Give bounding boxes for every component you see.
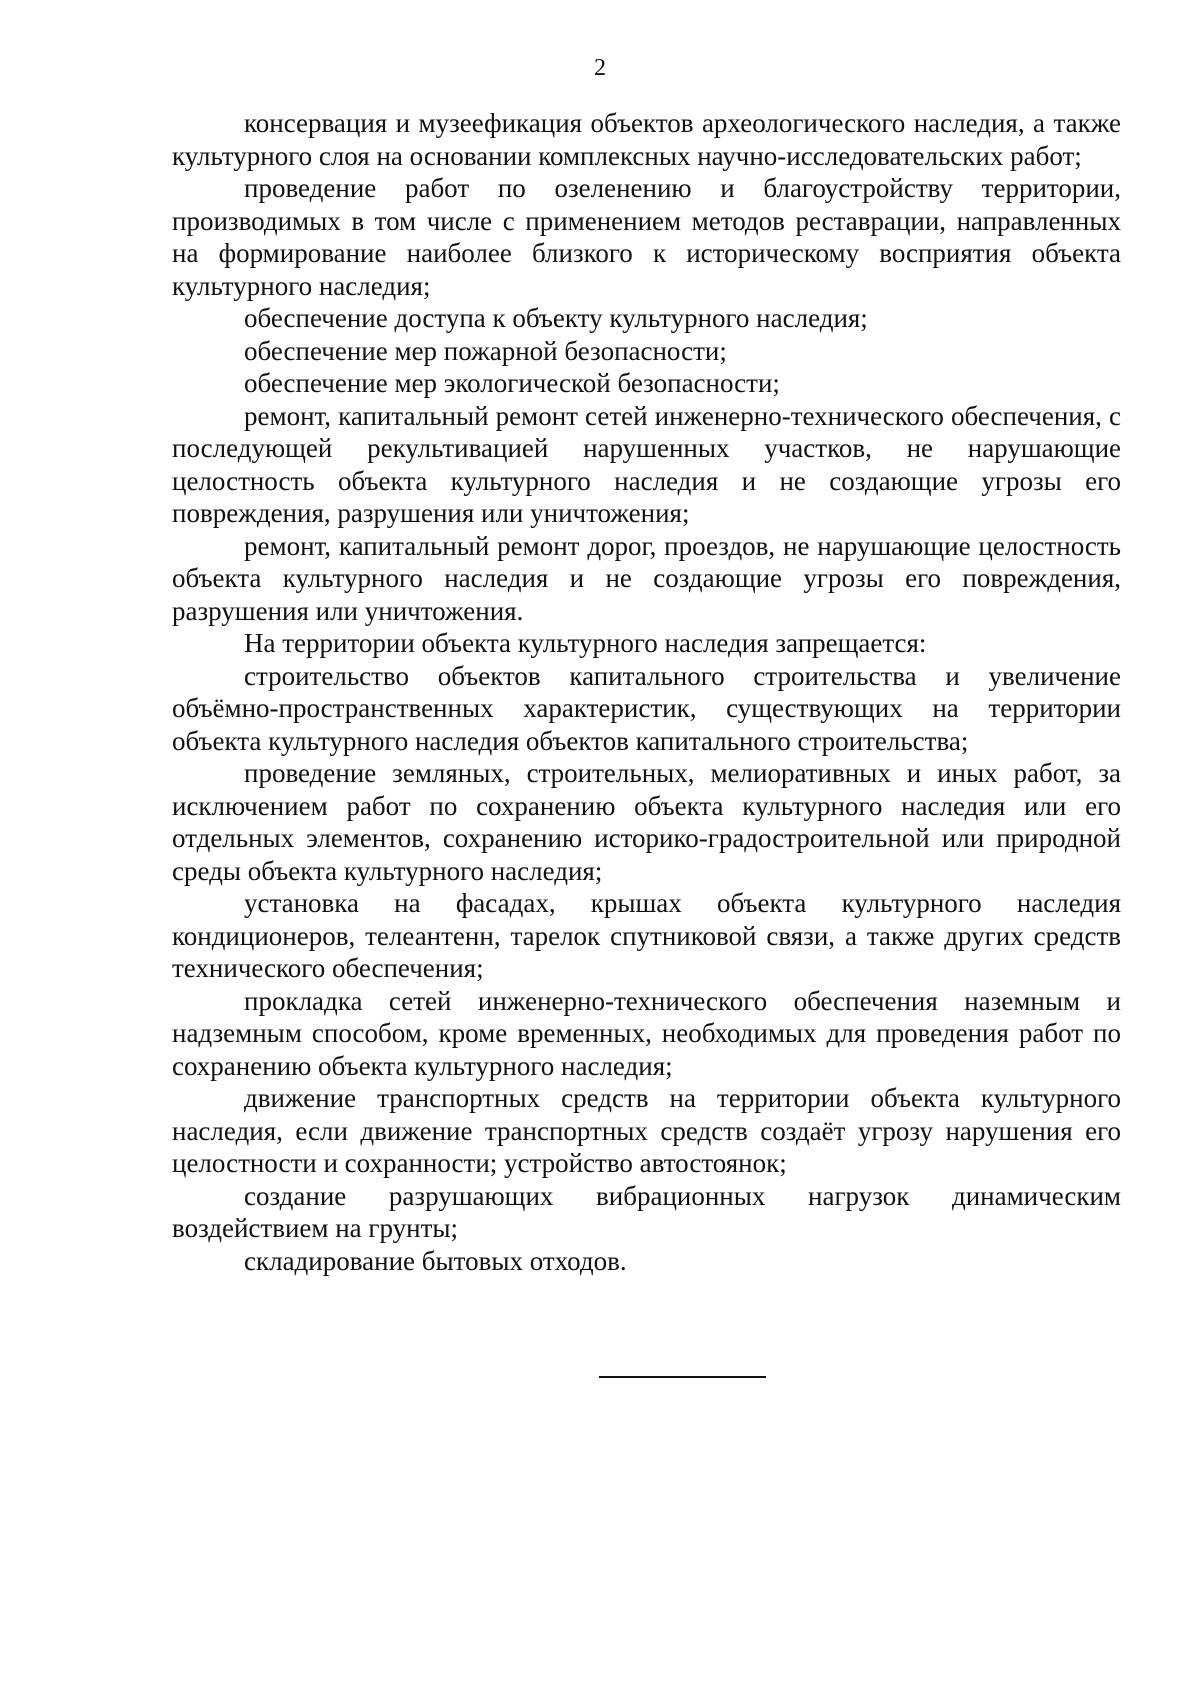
paragraph-fire-safety: обеспечение мер пожарной безопасности; [244,335,727,366]
body-text [172,107,1121,1277]
paragraph-facade-equipment: установка на фасадах, крышах объекта культурного наследия кондиционеров, телеантенн, тарелок спутниковой связи, а также других средств технического обеспечения; [172,888,1121,983]
paragraph-conservation: консервация и музеефикация объектов археологического наследия, а также культурного слоя на основании комплексных научно-исследовательских работ; [172,108,1121,171]
paragraph-ecological-safety: обеспечение мер экологической безопасности; [244,368,780,398]
paragraph-earthworks: проведение земляных, строительных, мелиоративных и иных работ, за исключением работ по сохранению объекта культурного наследия или его отдельных элементов, сохранению историко-градостроительной или природной среды объекта культурного наследия; [172,758,1121,886]
paragraph-network-laying: прокладка сетей инженерно-технического обеспечения наземным и надземным способом, кроме временных, необходимых для проведения работ по сохранению объекта культурного наследия; [172,985,1121,1081]
paragraph-waste-storage: складирование бытовых отходов. [244,1245,627,1276]
paragraph-network-repair: ремонт, капитальный ремонт сетей инженерно-технического обеспечения, с последующей рекультивацией нарушенных участков, не нарушающие целостность объекта культурного наследия и не создающие угрозы его повреждения, разрушения или уничтожения; [172,400,1121,528]
paragraph-prohibitions-heading: На территории объекта культурного наследия запрещается: [244,628,927,658]
paragraph-landscaping: проведение работ по озеленению и благоустройству территории, производимых в том числе с применением методов реставрации, направленных на формирование наиболее близкого к историческому восприятия объекта культурного наследия; [172,173,1121,301]
paragraph-road-repair: ремонт, капитальный ремонт дорог, проездов, не нарушающие целостность объекта культурного наследия и не создающие угрозы его повреждения, разрушения или уничтожения. [172,530,1121,626]
paragraph-construction: строительство объектов капитального строительства и увеличение объёмно-пространственных характеристик, существующих на территории объекта культурного наследия объектов капитального строительства; [172,660,1121,756]
paragraph-vehicle-traffic: движение транспортных средств на территории объекта культурного наследия, если движение транспортных средств создаёт угрозу нарушения его целостности и сохранности; устройство автостоянок; [172,1083,1121,1178]
paragraph-vibration-loads: создание разрушающих вибрационных нагрузок динамическим воздействием на грунты; [172,1180,1121,1243]
closing-divider [599,1376,766,1378]
page-number: 2 [594,55,606,81]
paragraph-access: обеспечение доступа к объекту культурного наследия; [244,303,868,333]
